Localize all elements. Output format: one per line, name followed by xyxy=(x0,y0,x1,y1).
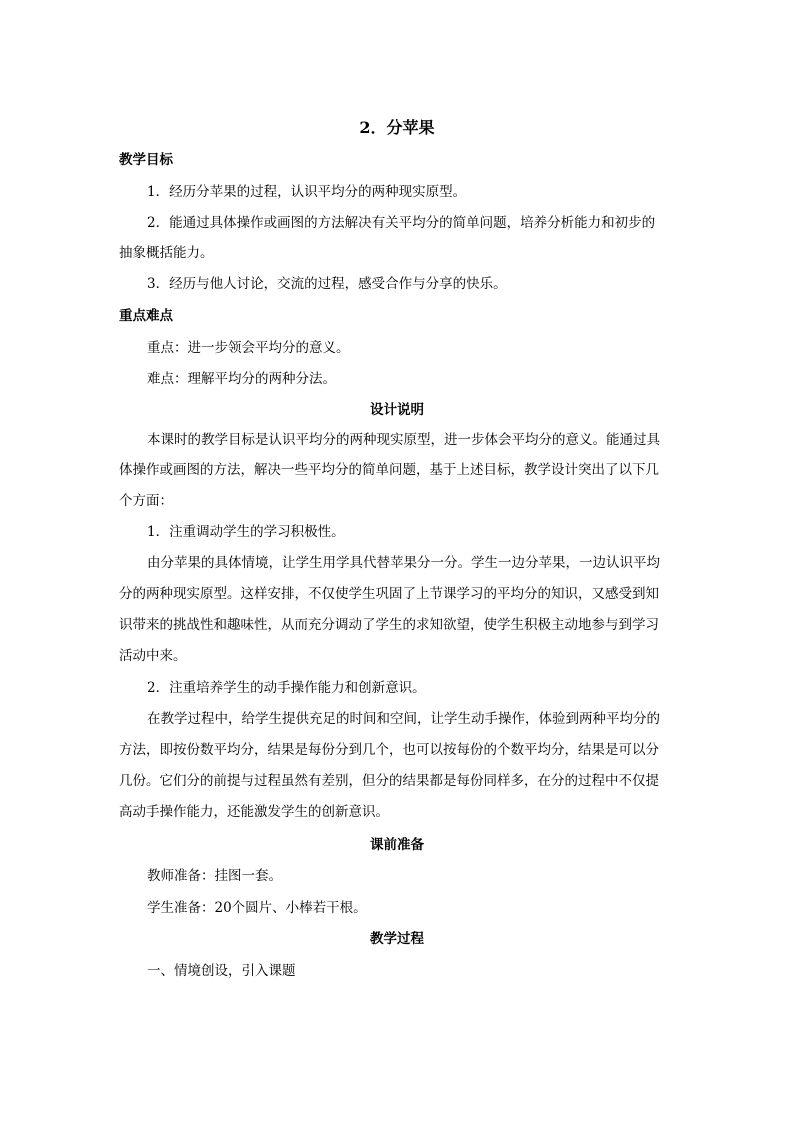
design-intro-line-1: 本课时的教学目标是认识平均分的两种现实原型，进一步体会平均分的意义。能通过具 xyxy=(147,432,660,448)
objective-item-2: 2．能通过具体操作或画图的方法解决有关平均分的简单问题，培养分析能力和初步的 xyxy=(147,215,656,231)
design-point-1-line-4: 活动中来。 xyxy=(119,648,187,664)
design-point-2-title: 2．注重培养学生的动手操作能力和创新意识。 xyxy=(147,680,426,696)
design-point-2-line-4: 高动手操作能力，还能激发学生的创新意识。 xyxy=(119,804,389,820)
design-point-2-line-1: 在教学过程中，给学生提供充足的时间和空间，让学生动手操作，体验到两种平均分的 xyxy=(147,711,660,727)
key-point: 重点：进一步领会平均分的意义。 xyxy=(147,340,350,356)
student-preparation: 学生准备：20个圆片、小棒若干根。 xyxy=(147,900,367,916)
document-title: 2．分苹果 xyxy=(359,118,435,137)
design-point-1-line-3: 识带来的挑战性和趣味性，从而充分调动了学生的求知欲望，使学生积极主动地参与到学习 xyxy=(119,617,659,633)
objective-item-3: 3．经历与他人讨论，交流的过程，感受合作与分享的快乐。 xyxy=(147,276,507,292)
objective-item-1: 1．经历分苹果的过程，认识平均分的两种现实原型。 xyxy=(147,184,467,200)
design-heading: 设计说明 xyxy=(370,402,424,418)
difficulty-point: 难点：理解平均分的两种分法。 xyxy=(147,371,336,387)
teacher-preparation: 教师准备：挂图一套。 xyxy=(147,868,282,884)
design-intro-line-3: 个方面： xyxy=(119,493,173,509)
objectives-heading: 教学目标 xyxy=(119,152,173,168)
process-step-1: 一、情境创设，引入课题 xyxy=(147,963,296,979)
design-intro-line-2: 体操作或画图的方法，解决一些平均分的简单问题，基于上述目标，教学设计突出了以下几 xyxy=(119,462,659,478)
preparation-heading: 课前准备 xyxy=(370,837,424,853)
process-heading: 教学过程 xyxy=(370,931,424,947)
objective-item-2-cont: 抽象概括能力。 xyxy=(119,245,214,261)
design-point-2-line-3: 几份。它们分的前提与过程虽然有差别，但分的结果都是每份同样多，在分的过程中不仅提 xyxy=(119,773,659,789)
design-point-2-line-2: 方法，即按份数平均分，结果是每份分到几个，也可以按每份的个数平均分，结果是可以分 xyxy=(119,742,659,758)
design-point-1-line-2: 分的两种现实原型。这样安排，不仅使学生巩固了上节课学习的平均分的知识，又感受到知 xyxy=(119,586,659,602)
design-point-1-line-1: 由分苹果的具体情境，让学生用学具代替苹果分一分。学生一边分苹果，一边认识平均 xyxy=(147,555,660,571)
key-points-heading: 重点难点 xyxy=(119,308,173,324)
design-point-1-title: 1．注重调动学生的学习积极性。 xyxy=(147,524,345,540)
